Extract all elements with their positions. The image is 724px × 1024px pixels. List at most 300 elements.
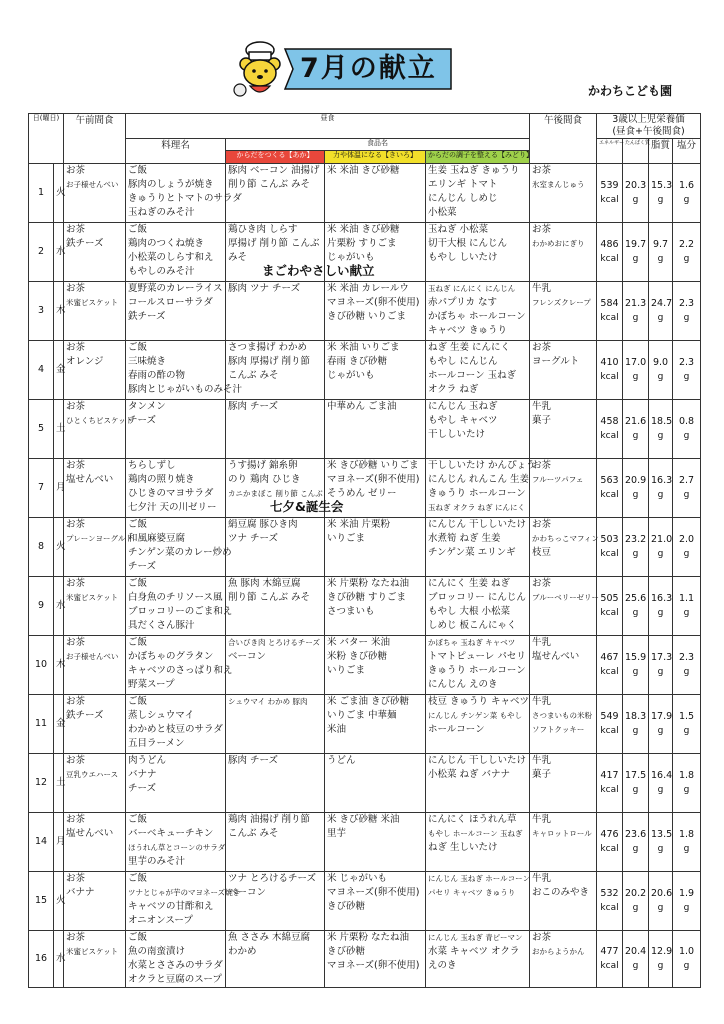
red-ingredients-cell: [226, 754, 325, 813]
menu-row: [29, 813, 701, 872]
green-line: にんじん 干ししいたけ: [428, 519, 527, 530]
fat-value-number: 17.3: [651, 652, 673, 663]
salt-value: [673, 164, 701, 223]
pm-line: 菓子: [532, 415, 552, 426]
energy-value-unit: kcal: [600, 431, 619, 441]
afternoon-snack-cell: [530, 223, 597, 282]
salt-value-number: 0.8: [678, 416, 695, 427]
yellow-line: きび砂糖 いりごま: [327, 311, 407, 322]
green-line: にんじん 干ししいたけ: [428, 755, 527, 766]
green-line: 生姜 玉ねぎ きゅうり: [428, 165, 520, 176]
salt-value-unit: g: [683, 254, 690, 264]
red-line: 削り節 こんぶ みそ: [228, 179, 311, 190]
red-line: 魚 豚肉 木綿豆腐: [228, 578, 301, 589]
morning-snack-header: 午前間食: [64, 114, 126, 164]
red-ingredients-cell: [226, 636, 325, 695]
am-line: お茶: [66, 932, 86, 943]
salt-value-unit: g: [683, 372, 690, 382]
yellow-line: じゃがいも: [327, 370, 375, 381]
protein-value: [623, 282, 649, 341]
fat-value: [649, 695, 673, 754]
yellow-line: 米 米油 片栗粉: [327, 519, 391, 530]
green-ingredients-cell: [426, 282, 530, 341]
green-ingredients-cell: [426, 931, 530, 988]
energy-value: [597, 931, 623, 988]
green-line: ねぎ 生しいたけ: [428, 842, 498, 853]
green-line: もやし しいたけ: [428, 252, 498, 263]
morning-snack-cell: [64, 223, 126, 282]
green-ingredients-cell: [426, 695, 530, 754]
dish-line: きゅうりとトマトのサラダ: [128, 193, 242, 204]
dish-line: 五目ラーメン: [128, 738, 185, 749]
fat-value: [649, 754, 673, 813]
salt-value-number: 2.3: [678, 652, 695, 663]
dish-line: チーズ: [128, 783, 157, 794]
fat-value-number: 24.7: [651, 298, 673, 309]
green-ingredients-cell: [426, 164, 530, 223]
dish-line: 豚肉とじゃがいものみそ汁: [128, 384, 243, 395]
yellow-line: 米 バター 米油: [327, 637, 391, 648]
energy-value: [597, 341, 623, 400]
dish-line: 玉ねぎのみそ汁: [128, 207, 195, 218]
salt-value-unit: g: [683, 726, 690, 736]
red-line: みそ: [228, 252, 248, 263]
energy-value-number: 539: [600, 180, 619, 191]
weekday: 木: [54, 282, 64, 341]
dish-line: 七夕汁 天の川ゼリー: [128, 502, 217, 513]
yellow-line: うどん: [327, 755, 356, 766]
afternoon-snack-header: 午後間食: [530, 114, 597, 164]
pm-line: おこのみやき: [532, 887, 590, 898]
green-line: 玉ねぎ オクラ ねぎ にんにく: [428, 503, 526, 512]
red-line: のり 鶏肉 ひじき: [228, 474, 301, 485]
dish-line: ご飯: [128, 519, 148, 530]
salt-value-unit: g: [683, 608, 690, 618]
weekday: 木: [54, 636, 64, 695]
afternoon-snack-cell: [530, 754, 597, 813]
dish-line: 蒸しシュウマイ: [128, 710, 195, 721]
salt-value: [673, 931, 701, 988]
dish-line: 夏野菜のカレーライス: [128, 283, 223, 294]
yellow-ingredients-cell: [325, 341, 426, 400]
day-number: 12: [29, 754, 54, 813]
ingredients-header: 食品名: [226, 139, 530, 151]
yellow-line: 米 きび砂糖 いりごま: [327, 460, 419, 471]
fat-value-number: 16.3: [651, 475, 673, 486]
salt-value: [673, 577, 701, 636]
red-ingredients-cell: [226, 577, 325, 636]
green-line: にんにく 生姜 ねぎ: [428, 578, 511, 589]
dish-line: ツナとじゃが芋のマヨネーズ焼き: [128, 888, 241, 897]
salt-header: 塩分: [673, 139, 701, 164]
yellow-line: 米 じゃがいも: [327, 873, 388, 884]
dish-line: 鶏肉のつくね焼き: [128, 238, 205, 249]
yellow-line: 米油: [327, 724, 347, 735]
yellow-line: マヨネーズ(卵不使用): [327, 960, 420, 971]
fat-value-unit: g: [657, 726, 664, 736]
morning-snack-cell: [64, 813, 126, 872]
am-line: 米蜜ビスケット: [66, 298, 119, 307]
dish-line: 里芋のみそ汁: [128, 856, 186, 867]
afternoon-snack-cell: [530, 341, 597, 400]
protein-value: [623, 164, 649, 223]
morning-snack-cell: [64, 577, 126, 636]
am-line: 米蜜ビスケット: [66, 947, 119, 956]
menu-row: [29, 754, 701, 813]
salt-value-unit: g: [683, 785, 690, 795]
salt-value-number: 2.3: [678, 298, 695, 309]
nutrition-subtitle: (昼食+午後間食): [612, 126, 685, 137]
energy-value-unit: kcal: [600, 961, 619, 971]
fat-value: [649, 164, 673, 223]
menu-row: [29, 577, 701, 636]
dish-line: わかめと枝豆のサラダ: [128, 724, 223, 735]
protein-value-number: 25.6: [625, 593, 647, 604]
morning-snack-cell: [64, 459, 126, 518]
green-ingredients-cell: [426, 813, 530, 872]
energy-value: [597, 459, 623, 518]
dish-header: 料理名: [126, 139, 226, 164]
protein-value-unit: g: [632, 254, 639, 264]
energy-value: [597, 164, 623, 223]
am-line: お茶: [66, 814, 86, 825]
red-line: こんぶ みそ: [228, 370, 279, 381]
fat-value-number: 15.3: [651, 180, 673, 191]
pm-line: さつまいもの米粉: [532, 711, 592, 720]
dish-line: ご飯: [128, 932, 148, 943]
red-line: カニかまぼこ 削り節 こんぶ: [228, 489, 323, 498]
salt-value-number: 2.2: [678, 239, 695, 250]
protein-value: [623, 931, 649, 988]
dish-line: キャベツの甘酢和え: [128, 901, 214, 912]
dish-line: 鉄チーズ: [128, 311, 166, 322]
green-line: えのき: [428, 960, 457, 971]
protein-value-unit: g: [632, 313, 639, 323]
green-group-header: からだの調子を整える【みどり】: [426, 151, 530, 164]
school-name: かわちこども園: [588, 84, 673, 98]
pm-line: お茶: [532, 932, 552, 943]
green-ingredients-cell: [426, 872, 530, 931]
pm-line: 塩せんべい: [532, 651, 580, 662]
dish-line: チンゲン菜のカレー炒め: [128, 547, 232, 558]
energy-value-unit: kcal: [600, 372, 619, 382]
am-line: 塩せんべい: [66, 828, 114, 839]
energy-value-unit: kcal: [600, 254, 619, 264]
pm-line: 牛乳: [532, 755, 552, 766]
salt-value-unit: g: [683, 844, 690, 854]
salt-value: [673, 636, 701, 695]
dish-line: ご飯: [128, 578, 148, 589]
energy-value-number: 503: [600, 534, 619, 545]
red-ingredients-cell: [226, 282, 325, 341]
energy-value-number: 584: [600, 298, 619, 309]
energy-value-unit: kcal: [600, 490, 619, 500]
yellow-ingredients-cell: [325, 931, 426, 988]
dish-line: ちらしずし: [128, 460, 176, 471]
energy-value-number: 476: [600, 829, 619, 840]
am-line: お茶: [66, 283, 86, 294]
dish-cell: [126, 459, 226, 518]
salt-value: [673, 459, 701, 518]
green-ingredients-cell: [426, 341, 530, 400]
day-number: 8: [29, 518, 54, 577]
pm-line: おからようかん: [532, 947, 585, 956]
menu-row: [29, 164, 701, 223]
pm-line: 牛乳: [532, 401, 552, 412]
am-line: お子様せんべい: [66, 180, 119, 189]
dish-line: 三味焼き: [128, 356, 167, 367]
weekday: 水: [54, 577, 64, 636]
salt-value-number: 1.8: [678, 770, 695, 781]
energy-value-number: 563: [600, 475, 619, 486]
menu-row: [29, 695, 701, 754]
energy-value-number: 410: [600, 357, 619, 368]
chef-bear-illustration: [232, 40, 288, 100]
yellow-ingredients-cell: [325, 577, 426, 636]
yellow-line: 米 米油 きび砂糖: [327, 224, 400, 235]
fat-value-unit: g: [657, 844, 664, 854]
weekday: 金: [54, 341, 64, 400]
energy-value: [597, 282, 623, 341]
green-line: ホールコーン 玉ねぎ: [428, 370, 517, 381]
menu-row: [29, 931, 701, 988]
weekday: 土: [54, 400, 64, 459]
pm-line: 牛乳: [532, 814, 552, 825]
am-line: お茶: [66, 873, 86, 884]
green-line: にんじん 玉ねぎ ホールコーン: [428, 874, 530, 883]
weekday: 火: [54, 518, 64, 577]
fat-value-number: 13.5: [651, 829, 673, 840]
am-line: 鉄チーズ: [66, 238, 104, 249]
pm-line: 氷室まんじゅう: [532, 180, 585, 189]
fat-value-unit: g: [657, 431, 664, 441]
fat-value-unit: g: [657, 667, 664, 677]
afternoon-snack-cell: [530, 872, 597, 931]
green-line: オクラ ねぎ: [428, 384, 479, 395]
yellow-line: マヨネーズ(卵不使用): [327, 297, 420, 308]
fat-value: [649, 282, 673, 341]
dish-line: ひじきのマヨサラダ: [128, 488, 214, 499]
fat-value-number: 21.0: [651, 534, 673, 545]
protein-value: [623, 636, 649, 695]
green-ingredients-cell: [426, 636, 530, 695]
am-line: お茶: [66, 519, 86, 530]
red-ingredients-cell: [226, 518, 325, 577]
morning-snack-cell: [64, 872, 126, 931]
menu-body: [29, 164, 701, 988]
am-line: プレーンヨーグルト: [66, 534, 133, 543]
energy-value: [597, 636, 623, 695]
morning-snack-cell: [64, 518, 133, 577]
energy-value-unit: kcal: [600, 195, 619, 205]
morning-snack-cell: [64, 754, 126, 813]
dish-line: 野菜スープ: [128, 679, 175, 690]
dish-line: 具だくさん豚汁: [128, 620, 195, 631]
yellow-group-header: 力や体温になる【きいろ】: [325, 151, 426, 164]
am-line: お茶: [66, 637, 86, 648]
green-line: 玉ねぎ 小松菜: [428, 224, 489, 235]
fat-value-unit: g: [657, 608, 664, 618]
red-line: 厚揚げ 削り節 こんぶ: [228, 238, 320, 249]
nutrition-title: 3歳以上児栄養価: [612, 114, 685, 125]
am-line: 米蜜ビスケット: [66, 593, 119, 602]
red-line: ベーコン: [228, 887, 267, 898]
yellow-line: 米 米油 きび砂糖: [327, 165, 400, 176]
am-line: お茶: [66, 696, 86, 707]
yellow-ingredients-cell: [325, 813, 426, 872]
green-ingredients-cell: [426, 518, 530, 577]
fat-value: [649, 813, 673, 872]
day-number: 3: [29, 282, 54, 341]
pm-line: わかめおにぎり: [532, 239, 585, 248]
green-line: 水煮筍 ねぎ 生姜: [428, 533, 501, 544]
red-line: ツナ とろけるチーズ: [228, 873, 317, 884]
green-ingredients-cell: [426, 459, 536, 518]
tanabata-label: 七夕&誕生会: [270, 499, 344, 514]
green-line: にんじん 玉ねぎ: [428, 401, 498, 412]
pm-line: ソフトクッキー: [532, 725, 585, 734]
green-line: きゅうり ホールコーン: [428, 488, 526, 499]
energy-value-unit: kcal: [600, 549, 619, 559]
protein-value-number: 23.6: [625, 829, 647, 840]
pm-line: 枝豆: [532, 547, 552, 558]
fat-value: [649, 341, 673, 400]
fat-value-unit: g: [657, 785, 664, 795]
yellow-line: マヨネーズ(卵不使用): [327, 474, 420, 485]
yellow-line: そうめん ゼリー: [327, 488, 397, 499]
yellow-line: 米 米油 いりごま: [327, 342, 400, 353]
dish-cell: [126, 754, 226, 813]
dish-line: ブロッコリーのごま和え: [128, 606, 233, 617]
fat-value-unit: g: [657, 490, 664, 500]
yellow-line: きび砂糖: [327, 946, 366, 957]
weekday: 月: [54, 813, 64, 872]
dish-cell: [126, 872, 241, 931]
morning-snack-cell: [64, 341, 126, 400]
protein-value-unit: g: [632, 372, 639, 382]
dish-line: ご飯: [128, 637, 148, 648]
green-line: エリンギ トマト: [428, 179, 498, 190]
pm-line: 牛乳: [532, 873, 552, 884]
salt-value-unit: g: [683, 195, 690, 205]
menu-row: [29, 459, 701, 518]
salt-value-unit: g: [683, 961, 690, 971]
protein-value-number: 20.9: [625, 475, 647, 486]
red-line: 絹豆腐 豚ひき肉: [228, 519, 298, 530]
energy-value-number: 532: [600, 888, 619, 899]
nutrition-header: [597, 114, 701, 139]
pm-line: 菓子: [532, 769, 552, 780]
dish-line: 春雨の酢の物: [128, 370, 186, 381]
fat-value-number: 9.7: [652, 239, 669, 250]
am-line: バナナ: [66, 887, 95, 898]
am-line: 豆乳ウエハース: [66, 770, 119, 779]
salt-value: [673, 341, 701, 400]
salt-value-number: 1.1: [678, 593, 695, 604]
dish-line: ご飯: [128, 873, 148, 884]
dish-cell: [126, 813, 226, 872]
protein-value-number: 21.6: [625, 416, 647, 427]
red-line: 豚肉 チーズ: [228, 755, 279, 766]
green-line: もやし 大根 小松菜: [428, 606, 511, 617]
red-line: ツナ チーズ: [228, 533, 279, 544]
protein-value-unit: g: [632, 490, 639, 500]
fat-value: [649, 223, 673, 282]
energy-value: [597, 813, 623, 872]
yellow-line: 米 きび砂糖 米油: [327, 814, 400, 825]
morning-snack-cell: [64, 931, 126, 988]
salt-value-unit: g: [683, 667, 690, 677]
yellow-line: 米 ごま油 きび砂糖: [327, 696, 410, 707]
protein-value: [623, 459, 649, 518]
fat-value-number: 12.9: [651, 946, 673, 957]
am-line: お茶: [66, 578, 86, 589]
protein-header: たんぱく質: [623, 139, 649, 164]
red-line: 豚肉 ツナ チーズ: [228, 283, 301, 294]
fat-value: [649, 518, 673, 577]
red-line: わかめ: [228, 946, 257, 957]
fat-value-unit: g: [657, 903, 664, 913]
weekday: 土: [54, 754, 64, 813]
am-line: オレンジ: [66, 356, 104, 367]
day-number: 5: [29, 400, 54, 459]
green-ingredients-cell: [426, 754, 530, 813]
yellow-ingredients-cell: [325, 400, 426, 459]
pm-line: お茶: [532, 578, 552, 589]
dish-line: 鶏肉の照り焼き: [128, 474, 195, 485]
green-ingredients-cell: [426, 400, 530, 459]
dish-line: かぼちゃのグラタン: [128, 651, 214, 662]
salt-value-number: 1.9: [678, 888, 695, 899]
salt-value: [673, 400, 701, 459]
dish-line: 白身魚のチリソース風: [128, 592, 223, 603]
green-line: にんにく ほうれん草: [428, 814, 517, 825]
red-line: 豚肉 チーズ: [228, 401, 279, 412]
red-line: 鶏肉 油揚げ 削り節: [228, 814, 311, 825]
weekday: 火: [54, 872, 64, 931]
red-line: 削り節 こんぶ みそ: [228, 592, 311, 603]
am-line: お茶: [66, 342, 86, 353]
dish-cell: [126, 636, 233, 695]
dish-cell: [126, 518, 232, 577]
fat-value-number: 16.3: [651, 593, 673, 604]
dish-cell: [126, 282, 226, 341]
pm-line: お茶: [532, 224, 552, 235]
fat-value-unit: g: [657, 961, 664, 971]
fat-value-number: 17.9: [651, 711, 673, 722]
red-ingredients-cell: [226, 813, 325, 872]
protein-value-number: 21.3: [625, 298, 647, 309]
am-line: ひとくちビスケット: [66, 416, 134, 425]
dish-line: 和風麻婆豆腐: [128, 533, 186, 544]
green-line: 枝豆 きゅうり キャベツ: [428, 696, 530, 707]
day-number: 11: [29, 695, 54, 754]
yellow-line: 中華めん ごま油: [327, 401, 397, 412]
fat-value-number: 16.4: [651, 770, 673, 781]
pm-line: 牛乳: [532, 637, 552, 648]
yellow-ingredients-cell: [325, 872, 426, 931]
red-ingredients-cell: [226, 695, 325, 754]
salt-value-unit: g: [683, 313, 690, 323]
afternoon-snack-cell: [530, 695, 597, 754]
energy-value-number: 505: [600, 593, 619, 604]
protein-value-unit: g: [632, 903, 639, 913]
yellow-ingredients-cell: [325, 164, 426, 223]
green-line: にんじん チンゲン菜 もやし: [428, 711, 523, 720]
green-line: ブロッコリー にんじん: [428, 592, 526, 603]
energy-value: [597, 872, 623, 931]
dish-cell: [126, 931, 226, 988]
